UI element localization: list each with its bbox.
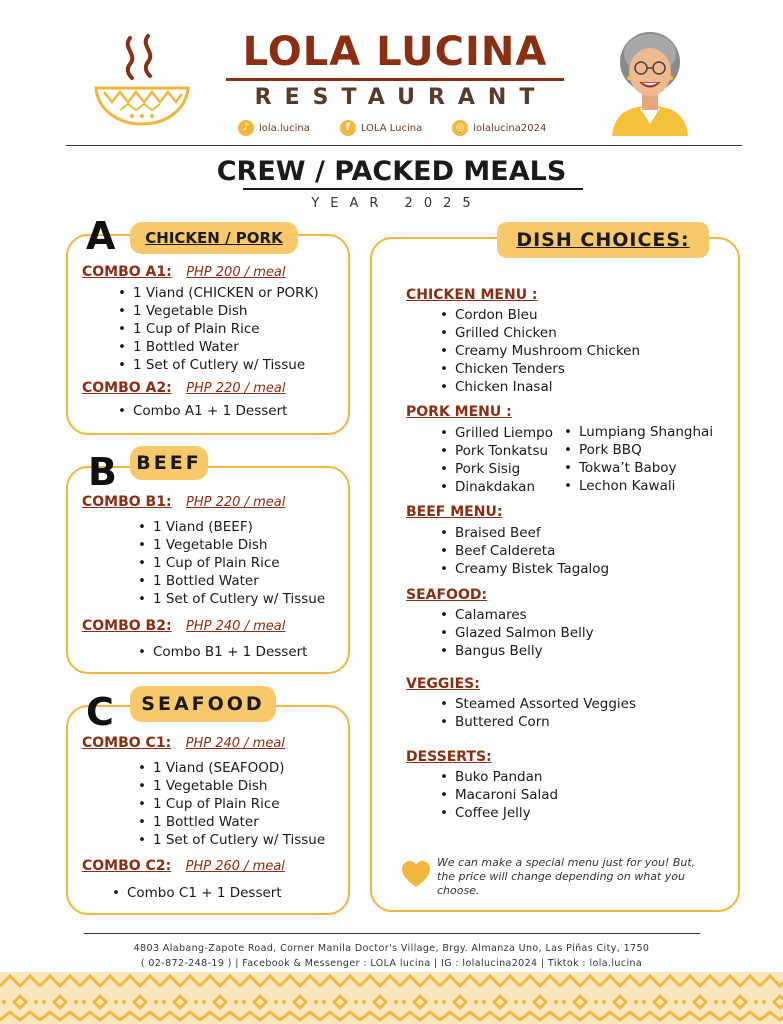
brand-block: [210, 28, 580, 110]
list-item: • Tokwa’t Baboy: [564, 459, 713, 477]
list-item: • Buttered Corn: [440, 713, 636, 731]
list-item: • 1 Bottled Water: [138, 572, 325, 590]
lola-portrait-illustration: [606, 28, 694, 136]
desserts-menu-heading: DESSERTS:: [406, 749, 492, 765]
list-item: • Chicken Inasal: [440, 378, 640, 396]
seafood-menu-heading: SEAFOOD:: [406, 587, 488, 603]
list-item: • 1 Bottled Water: [138, 813, 325, 831]
list-item: • Creamy Mushroom Chicken: [440, 342, 640, 360]
combo-c1-items: [138, 759, 325, 849]
section-letter-c: C: [86, 690, 114, 734]
list-item: • Beef Caldereta: [440, 542, 609, 560]
list-item: • 1 Vegetable Dish: [138, 536, 325, 554]
veggies-menu-heading: VEGGIES:: [406, 676, 480, 692]
list-item: • 1 Set of Cutlery w/ Tissue: [138, 590, 325, 608]
seafood-menu-list: [440, 606, 594, 660]
section-tag-c: SEAFOOD: [130, 686, 276, 722]
header-divider: [66, 145, 742, 146]
footer-contact: [0, 941, 783, 971]
list-item: • Combo C1 + 1 Dessert: [112, 884, 282, 902]
special-menu-note: We can make a special menu just for you! But, the price will change depending on what you choose.: [437, 856, 696, 897]
section-tag-b: BEEF: [130, 446, 208, 480]
list-item: • Creamy Bistek Tagalog: [440, 560, 609, 578]
decorative-pattern-border: [0, 972, 783, 1024]
tiktok-icon: ♪: [238, 120, 254, 136]
combo-a2-name: COMBO A2:: [82, 380, 172, 396]
footer-divider: [84, 933, 700, 934]
combo-b2-items: [138, 643, 307, 661]
list-item: • 1 Vegetable Dish: [138, 777, 325, 795]
section-letter-a: A: [86, 214, 116, 258]
heart-icon: [401, 860, 431, 890]
tiktok-handle: lola.lucina: [259, 122, 310, 134]
list-item: • Braised Beef: [440, 524, 609, 542]
combo-a1-header: [82, 264, 285, 280]
combo-c1-price: PHP 240 / meal: [185, 736, 285, 751]
list-item: • 1 Cup of Plain Rice: [138, 795, 325, 813]
list-item: • Buko Pandan: [440, 768, 558, 786]
combo-b2-header: [82, 618, 285, 634]
combo-c2-header: [82, 858, 285, 874]
combo-b1-name: COMBO B1:: [82, 494, 172, 510]
combo-b1-price: PHP 220 / meal: [186, 495, 286, 510]
list-item: • 1 Viand (BEEF): [138, 518, 325, 536]
facebook-handle: LOLA Lucina: [360, 122, 423, 134]
chicken-menu-list: [440, 306, 640, 396]
combo-a1-price: PHP 200 / meal: [186, 265, 286, 280]
list-item: • Pork BBQ: [564, 441, 713, 459]
list-item: • Dinakdakan: [440, 478, 553, 496]
combo-c2-price: PHP 260 / meal: [185, 859, 285, 874]
list-item: • 1 Set of Cutlery w/ Tissue: [138, 831, 325, 849]
instagram-icon: ◎: [452, 120, 468, 136]
list-item: • Calamares: [440, 606, 594, 624]
combo-a2-header: [82, 380, 285, 396]
combo-a2-items: [118, 402, 287, 420]
title-underline: [243, 188, 583, 190]
page-title: CREW / PACKED MEALS: [216, 156, 567, 187]
social-tiktok[interactable]: [238, 120, 310, 136]
combo-c1-header: [82, 735, 285, 751]
list-item: • Combo A1 + 1 Dessert: [118, 402, 287, 420]
social-facebook[interactable]: [340, 120, 422, 136]
list-item: • Lumpiang Shanghai: [564, 423, 713, 441]
year-subtitle: YEAR 2025: [311, 196, 482, 211]
list-item: • Cordon Bleu: [440, 306, 640, 324]
social-instagram[interactable]: [452, 120, 546, 136]
chicken-menu-heading: CHICKEN MENU :: [406, 287, 538, 303]
list-item: • 1 Vegetable Dish: [118, 302, 319, 320]
list-item: • Lechon Kawali: [564, 477, 713, 495]
brand-name: LOLA LUCINA: [242, 29, 548, 75]
list-item: • 1 Viand (CHICKEN or PORK): [118, 284, 319, 302]
list-item: • 1 Viand (SEAFOOD): [138, 759, 325, 777]
address-line: 4803 Alabang-Zapote Road, Corner Manila Doctor's Village, Brgy. Almanza Uno, Las Piñas City, 1750: [133, 943, 650, 954]
combo-b1-header: [82, 494, 285, 510]
list-item: • Coffee Jelly: [440, 804, 558, 822]
combo-c2-items: [112, 884, 282, 902]
pork-menu-list-left: [440, 424, 553, 496]
list-item: • Pork Tonkatsu: [440, 442, 553, 460]
beef-menu-heading: BEEF MENU:: [406, 504, 503, 520]
instagram-handle: lolalucina2024: [473, 122, 547, 134]
list-item: • Bangus Belly: [440, 642, 594, 660]
contact-line: ( 02-872-248-19 ) | Facebook & Messenger : LOLA lucina | IG : lolalucina2024 | Tiktok : lola.lucina: [140, 958, 643, 969]
combo-b2-price: PHP 240 / meal: [186, 619, 286, 634]
list-item: • Grilled Chicken: [440, 324, 640, 342]
list-item: • Combo B1 + 1 Dessert: [138, 643, 307, 661]
list-item: • 1 Cup of Plain Rice: [118, 320, 319, 338]
section-letter-b: B: [88, 450, 117, 494]
veggies-menu-list: [440, 695, 636, 731]
dish-choices-title: DISH CHOICES:: [497, 222, 709, 258]
list-item: • Grilled Liempo: [440, 424, 553, 442]
list-item: • Macaroni Salad: [440, 786, 558, 804]
combo-c2-name: COMBO C2:: [82, 858, 172, 874]
combo-b2-name: COMBO B2:: [82, 618, 172, 634]
facebook-icon: f: [340, 120, 356, 136]
combo-c1-name: COMBO C1:: [82, 735, 172, 751]
list-item: • Steamed Assorted Veggies: [440, 695, 636, 713]
beef-menu-list: [440, 524, 609, 578]
list-item: • 1 Cup of Plain Rice: [138, 554, 325, 572]
combo-b1-items: [138, 518, 325, 608]
brand-subtitle: RESTAURANT: [254, 85, 548, 110]
pork-menu-list-right: [564, 423, 713, 495]
list-item: • Chicken Tenders: [440, 360, 640, 378]
combo-a1-name: COMBO A1:: [82, 264, 172, 280]
list-item: • Glazed Salmon Belly: [440, 624, 594, 642]
brand-underline: [226, 78, 564, 81]
list-item: • Pork Sisig: [440, 460, 553, 478]
desserts-menu-list: [440, 768, 558, 822]
list-item: • 1 Set of Cutlery w/ Tissue: [118, 356, 319, 374]
combo-a2-price: PHP 220 / meal: [186, 381, 286, 396]
combo-a1-items: [118, 284, 319, 374]
restaurant-logo: [92, 32, 192, 132]
list-item: • 1 Bottled Water: [118, 338, 319, 356]
pork-menu-heading: PORK MENU :: [406, 404, 512, 420]
section-tag-a: CHICKEN / PORK: [130, 222, 298, 254]
social-links: [238, 120, 546, 136]
